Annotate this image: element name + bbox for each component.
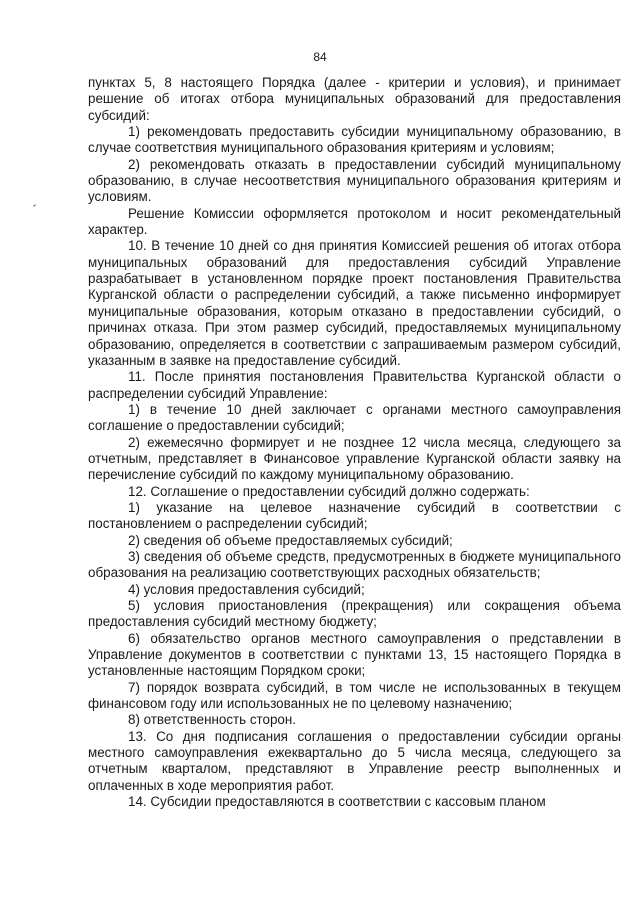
document-body — [88, 75, 621, 810]
paragraph-clause-14: 14. Субсидии предоставляются в соответствии с кассовым планом — [128, 794, 546, 810]
paragraph-clause-12-item-7: 7) порядок возврата субсидий, в том числе не использованных в текущем финансовом году или использованных не по целевому назначению; — [88, 679, 621, 712]
paragraph-clause-13: 13. Со дня подписания соглашения о предоставлении субсидии органы местного самоуправления ежеквартально до 5 числа месяца, следующего за отчетным кварталом, представляют в Управление реестр выполненных и оплаченных в ходе мероприятия работ. — [88, 728, 621, 793]
paragraph-clause-11-item-1: 1) в течение 10 дней заключает с органами местного самоуправления соглашение о предоставлении субсидий; — [88, 401, 621, 434]
paragraph-clause-11: 11. После принятия постановления Правительства Курганской области о распределении субсидий Управление: — [88, 369, 621, 401]
paragraph-clause-11-item-2: 2) ежемесячно формирует и не позднее 12 числа месяца, следующего за отчетным, представляет в Финансовое управление Курганской области заявку на перечисление субсидий по каждому муниципальному образованию. — [88, 434, 621, 483]
page-number: 84 — [313, 50, 327, 64]
paragraph-item-2: 2) рекомендовать отказать в предоставлении субсидий муниципальному образованию, в случае несоответствия муниципального образования критериям и условиям. — [88, 156, 621, 205]
paragraph-clause-12-item-8: 8) ответственность сторон. — [128, 712, 296, 728]
paragraph-item-1: 1) рекомендовать предоставить субсидии муниципальному образованию, в случае соответствия муниципального образования критериям и условиям; — [88, 124, 621, 156]
paragraph-clause-12-item-3: 3) сведения об объеме средств, предусмотренных в бюджете муниципального образования на реализацию соответствующих расходных обязательств; — [88, 548, 621, 581]
paragraph-clause-12-item-4: 4) условия предоставления субсидий; — [128, 581, 365, 597]
paragraph-clause-12-item-5: 5) условия приостановления (прекращения) или сокращения объема предоставления субсидий местному бюджету; — [88, 598, 621, 630]
paragraph-clause-12-item-2: 2) сведения об объеме предоставляемых субсидий; — [128, 532, 453, 548]
paragraph-clause-12-item-6: 6) обязательство органов местного самоуправления о представлении в Управление документов в соответствии с пунктами 13, 15 настоящего Порядка в установленные настоящим Порядком сроки; — [88, 630, 621, 679]
paragraph-clause-10: 10. В течение 10 дней со дня принятия Комиссией решения об итогах отбора муниципальных образований для предоставления субсидий Управление разрабатывает в установленном порядке проект постановления Правительства Курганской области о распределении субсидий, а также письменно информирует муниципальные образования, которым отказано в предоставлении субсидий, о причинах отказа. При этом размер субсидий, предоставляемых муниципальному образованию, определяется в соответствии с запрашиваемым размером субсидий, указанным в заявке на предоставление субсидий. — [88, 238, 621, 368]
paragraph-clause-12-item-1: 1) указание на целевое назначение субсидий в соответствии с постановлением о распределении субсидий; — [88, 499, 621, 532]
paragraph-clause-12: 12. Соглашение о предоставлении субсидий должно содержать: — [128, 483, 530, 499]
paragraph-commission-decision: Решение Комиссии оформляется протоколом и носит рекомендательный характер. — [88, 205, 621, 238]
paragraph-continuation: пунктах 5, 8 настоящего Порядка (далее - критерии и условия), и принимает решение об итогах отбора муниципальных образований для предоставления субсидий: — [88, 75, 621, 123]
scan-speck — [33, 204, 36, 206]
